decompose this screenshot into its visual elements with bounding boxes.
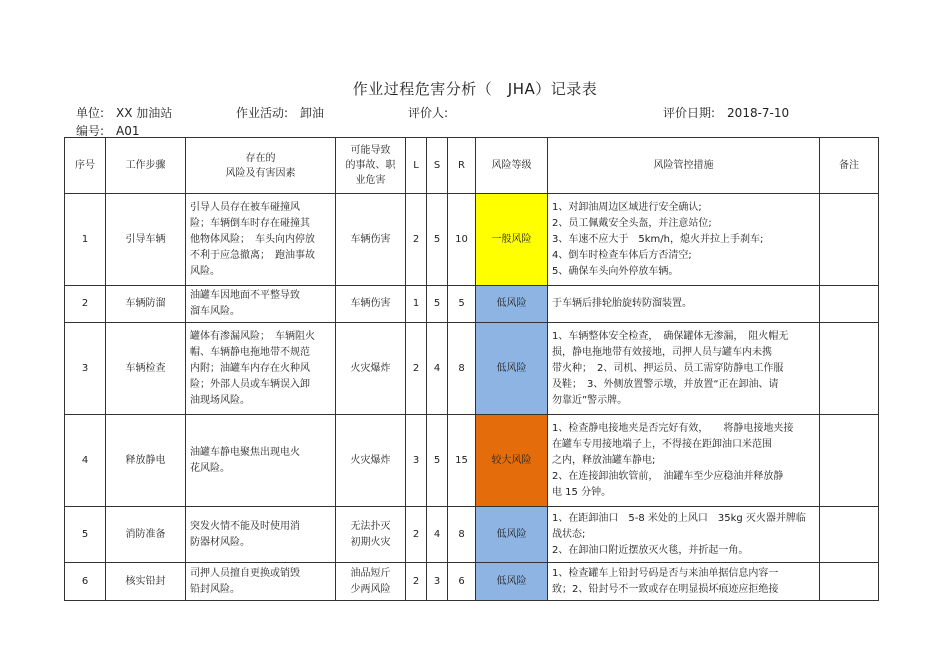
header-r: R	[448, 138, 476, 194]
row-accident: 火灾爆炸	[336, 415, 406, 507]
row-l: 2	[406, 194, 427, 286]
header-no: 序号	[65, 138, 106, 194]
risk-level-cell: 低风险	[476, 286, 548, 323]
table-row	[65, 563, 879, 601]
row-accident: 火灾爆炸	[336, 323, 406, 415]
row-l: 1	[406, 286, 427, 323]
row-measures: 1、检查静电接地夹是否完好有效， 将静电接地夹接 在罐车专用接地端子上，不得接在距卸油口米范围 之内，释放油罐车静电; 2、在连接卸油软管前， 油罐车至少应稳油并释放静 电 15 分钟。	[548, 415, 820, 507]
row-hazard: 突发火情不能及时使用消 防器材风险。	[186, 507, 336, 563]
row-no: 5	[65, 507, 106, 563]
unit-label: 单位: XX 加油站	[76, 106, 173, 120]
row-r: 8	[448, 323, 476, 415]
risk-level-cell: 低风险	[476, 507, 548, 563]
row-step: 车辆防溜	[106, 286, 186, 323]
row-s: 5	[427, 286, 448, 323]
row-measures: 1、在距卸油口 5-8 米处的上风口 35kg 灭火器并牌临 战状态; 2、在卸油口附近摆放灭火毯，并折起一角。	[548, 507, 820, 563]
jha-table	[64, 137, 879, 601]
header-level: 风险等级	[476, 138, 548, 194]
row-r: 10	[448, 194, 476, 286]
table-row	[65, 415, 879, 507]
row-remark	[820, 323, 879, 415]
row-l: 2	[406, 323, 427, 415]
row-step: 引导车辆	[106, 194, 186, 286]
row-accident: 车辆伤害	[336, 286, 406, 323]
row-hazard: 司押人员擅自更换或销毁 铅封风险。	[186, 563, 336, 601]
risk-level-cell: 一般风险	[476, 194, 548, 286]
row-remark	[820, 563, 879, 601]
table-row	[65, 507, 879, 563]
risk-level-cell: 较大风险	[476, 415, 548, 507]
table-row	[65, 286, 879, 323]
row-r: 8	[448, 507, 476, 563]
row-accident: 车辆伤害	[336, 194, 406, 286]
table-row	[65, 323, 879, 415]
evaluator-label: 评价人:	[408, 106, 449, 120]
row-s: 5	[427, 415, 448, 507]
row-measures: 于车辆后排轮胎旋转防溜装置。	[548, 286, 820, 323]
date-label: 评价日期: 2018-7-10	[663, 106, 790, 120]
header-step: 工作步骤	[106, 138, 186, 194]
row-remark	[820, 415, 879, 507]
row-measures: 1、检查罐车上铅封号码是否与来油单据信息内容一 致；2、铅封号不一致或存在明显损坏痕迹应拒绝接	[548, 563, 820, 601]
row-step: 车辆检查	[106, 323, 186, 415]
row-no: 3	[65, 323, 106, 415]
row-l: 2	[406, 507, 427, 563]
row-accident: 无法扑灭 初期火灾	[336, 507, 406, 563]
row-s: 4	[427, 507, 448, 563]
row-s: 5	[427, 194, 448, 286]
page-title: 作业过程危害分析（ JHA）记录表	[352, 80, 598, 98]
row-r: 15	[448, 415, 476, 507]
header-l: L	[406, 138, 427, 194]
row-r: 6	[448, 563, 476, 601]
header-accident: 可能导致 的事故、职 业危害	[336, 138, 406, 194]
row-remark	[820, 286, 879, 323]
row-r: 5	[448, 286, 476, 323]
risk-level-cell: 低风险	[476, 563, 548, 601]
risk-level-cell: 低风险	[476, 323, 548, 415]
row-accident: 油品短斤 少两风险	[336, 563, 406, 601]
row-no: 6	[65, 563, 106, 601]
row-step: 核实铅封	[106, 563, 186, 601]
row-hazard: 油罐车因地面不平整导致 溜车风险。	[186, 286, 336, 323]
code-label: 编号: A01	[76, 124, 140, 138]
row-no: 4	[65, 415, 106, 507]
row-step: 释放静电	[106, 415, 186, 507]
row-l: 3	[406, 415, 427, 507]
row-s: 4	[427, 323, 448, 415]
row-measures: 1、车辆整体安全检查， 确保罐体无渗漏， 阻火帽无 损，静电拖地带有效接地，司押人员与罐车内未携 带火种； 2、司机、押运员、员工需穿防静电工作服 及鞋； 3、外侧放置警示墩，并放置“正在卸油、请 勿靠近”警示牌。	[548, 323, 820, 415]
row-hazard: 油罐车静电聚焦出现电火 花风险。	[186, 415, 336, 507]
row-hazard: 罐体有渗漏风险； 车辆阻火 帽、车辆静电拖地带不规范 内附；油罐车内存在火种风 险；外部人员或车辆误入卸 油现场风险。	[186, 323, 336, 415]
header-hazard: 存在的 风险及有害因素	[186, 138, 336, 194]
row-s: 3	[427, 563, 448, 601]
row-l: 2	[406, 563, 427, 601]
row-remark	[820, 194, 879, 286]
header-s: S	[427, 138, 448, 194]
activity-label: 作业活动: 卸油	[236, 106, 325, 120]
row-measures: 1、对卸油周边区域进行安全确认; 2、员工佩戴安全头盔，并注意站位; 3、车速不应大于 5km/h，熄火并拉上手刹车; 4、倒车时检查车体后方否清空; 5、确保车头向外停放车辆。	[548, 194, 820, 286]
row-hazard: 引导人员存在被车碰撞风 险；车辆倒车时存在碰撞其 他物体风险； 车头向内停放 不利于应急撤离； 跑油事故 风险。	[186, 194, 336, 286]
header-remark: 备注	[820, 138, 879, 194]
row-no: 2	[65, 286, 106, 323]
row-remark	[820, 507, 879, 563]
table-row	[65, 194, 879, 286]
header-row	[65, 138, 879, 194]
header-measures: 风险管控措施	[548, 138, 820, 194]
row-step: 消防准备	[106, 507, 186, 563]
row-no: 1	[65, 194, 106, 286]
